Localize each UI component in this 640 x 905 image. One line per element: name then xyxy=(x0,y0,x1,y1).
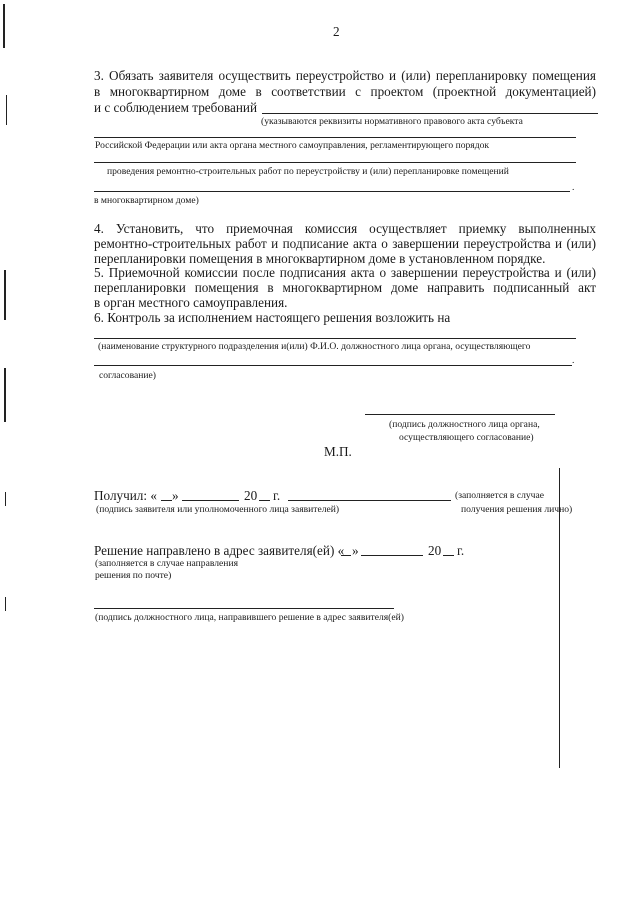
item3-hint4: в многоквартирном доме) xyxy=(94,195,199,206)
month-line xyxy=(361,555,423,556)
scan-edge-mark xyxy=(5,492,6,506)
fill-line xyxy=(94,191,570,192)
signature-hint2: осуществляющего согласование) xyxy=(399,432,534,443)
received-year-suffix: г. xyxy=(273,488,281,503)
item3-line2: в многоквартирном доме в соответствии с проектом (проектной документацией) xyxy=(94,84,596,99)
item5-line2: перепланировки помещения в многоквартирном доме направить подписанный акт xyxy=(94,280,596,295)
item6-hint2: согласование) xyxy=(99,370,156,381)
item3-hint3-end: . xyxy=(572,182,575,193)
year-line xyxy=(259,500,270,501)
received-day-close: » xyxy=(172,488,179,503)
received-hint: (подпись заявителя или уполномоченного лица заявителей) xyxy=(96,504,340,515)
scan-edge-mark xyxy=(3,4,5,48)
fill-line xyxy=(94,338,576,339)
received-label: Получил: « xyxy=(94,488,157,503)
item6-line1: 6. Контроль за исполнением настоящего решения возложить на xyxy=(94,310,451,325)
sent-label: Решение направлено в адрес заявителя(ей) « xyxy=(94,543,345,558)
item3-line1: 3. Обязать заявителя осуществить переустройство и (или) перепланировку помещения xyxy=(94,68,596,83)
month-line xyxy=(182,500,239,501)
page-number: 2 xyxy=(333,24,340,39)
signature-line xyxy=(288,500,451,501)
signature-line xyxy=(94,608,394,609)
sent-note2: решения по почте) xyxy=(95,570,172,581)
fill-line xyxy=(94,365,572,366)
item4-line3: перепланировки помещения в многоквартирном доме в установленном порядке. xyxy=(94,251,546,266)
stamp-label: М.П. xyxy=(324,444,352,459)
sent-day-close: » xyxy=(352,543,359,558)
received-year-prefix: 20 xyxy=(244,488,258,503)
item3-hint3: проведения ремонтно-строительных работ по переустройству и (или) перепланировке помещений xyxy=(107,166,509,177)
fill-line xyxy=(262,113,598,114)
sent-hint: (подпись должностного лица, направившего решение в адрес заявителя(ей) xyxy=(95,612,404,623)
signature-line xyxy=(365,414,555,415)
received-note2: получения решения лично) xyxy=(461,504,573,515)
sent-year-suffix: г. xyxy=(457,543,465,558)
signature-hint1: (подпись должностного лица органа, xyxy=(389,419,540,430)
item5-line1: 5. Приемочной комиссии после подписания акта о завершении переустройства и (или) xyxy=(94,265,596,280)
day-line xyxy=(161,500,172,501)
scan-edge-mark xyxy=(4,270,6,320)
sent-year-prefix: 20 xyxy=(428,543,442,558)
item5-line3: в орган местного самоуправления. xyxy=(94,295,288,310)
scan-edge-mark xyxy=(4,368,6,422)
scan-edge-mark xyxy=(5,597,6,611)
fill-line xyxy=(94,162,576,163)
item4-line1: 4. Установить, что приемочная комиссия осуществляет приемку выполненных xyxy=(94,221,596,236)
item6-hint1: (наименование структурного подразделения и(или) Ф.И.О. должностного лица органа, осуществляющего xyxy=(98,341,531,352)
item3-hint2: Российской Федерации или акта органа местного самоуправления, регламентирующего порядок xyxy=(95,140,490,151)
item3-line3: и с соблюдением требований xyxy=(94,100,258,115)
sent-note1: (заполняется в случае направления xyxy=(95,558,238,569)
fill-line xyxy=(94,137,576,138)
day-line xyxy=(341,555,351,556)
item4-line2: ремонтно-строительных работ и подписание акта о завершении переустройства и (или) xyxy=(94,236,596,251)
item6-hint1-end: . xyxy=(572,355,575,366)
scan-edge-mark xyxy=(6,95,7,125)
year-line xyxy=(443,555,454,556)
received-note: (заполняется в случае xyxy=(455,490,545,501)
item3-hint1: (указываются реквизиты нормативного правового акта субъекта xyxy=(261,116,523,127)
